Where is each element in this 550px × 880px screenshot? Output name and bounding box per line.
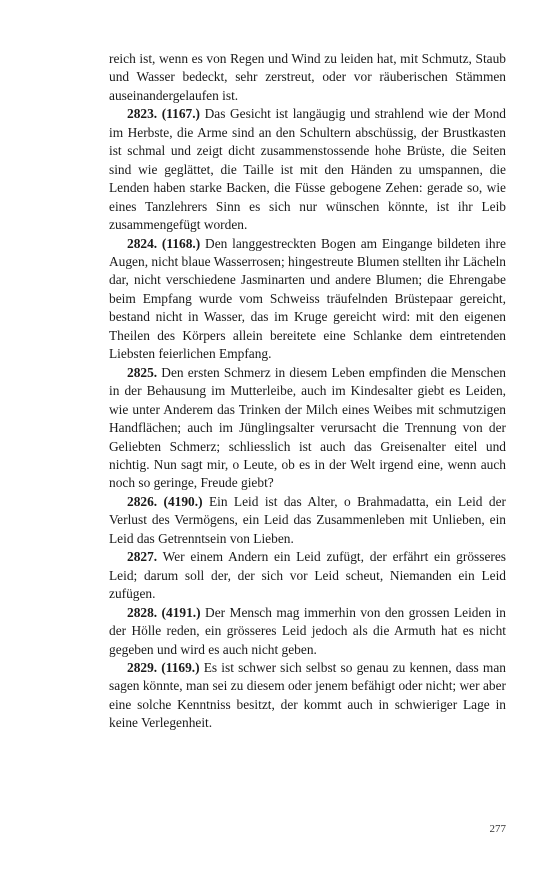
entry-number: 2827. <box>127 549 158 565</box>
entry-text: Ein Leid ist das Alter, o Brahmadatta, ein Leid der Verlust des Vermögens, ein Leid das Zusammenleben mit Unlieben, ein Leid das Getrenntsein von Lieben. <box>109 493 506 546</box>
entry-number: 2828. (4191.) <box>127 604 201 620</box>
entry-text: Der Mensch mag immerhin von den grossen Leiden in der Hölle reden, ein grösseres Leid jedoch als die Armuth hat es nicht gegeben und wird es auch nicht geben. <box>109 604 506 657</box>
entry-2825 <box>109 364 506 493</box>
entry-number: 2829. (1169.) <box>127 659 200 675</box>
entry-2827 <box>109 548 506 603</box>
entry-2824 <box>109 235 506 364</box>
page-number: 277 <box>489 823 506 835</box>
entry-number: 2825. <box>127 364 158 380</box>
entry-number: 2826. (4190.) <box>127 493 203 509</box>
entry-number: 2824. (1168.) <box>127 235 201 251</box>
entry-2829 <box>109 659 506 733</box>
entry-text: Den langgestreckten Bogen am Eingange bildeten ihre Augen, nicht blaue Wasserrosen; hingestreute Blumen stellten ihr Lächeln dar, nicht verschiedene Jasminarten und andere Blumen; die Ehrengabe beim Empfang wurde vom Schweiss träufelnden Brüstepaar gereicht, bestand nicht in Wasser, das im Kruge gereicht wird: mit den eigenen Theilen des Körpers allein bereitete eine Schlanke dem eintretenden Liebsten feierlichen Empfang. <box>109 235 506 362</box>
entry-number: 2823. (1167.) <box>127 106 201 122</box>
entry-text: Den ersten Schmerz in diesem Leben empfinden die Menschen in der Behausung im Mutterleibe, auch im Kindesalter giebt es Leiden, wie unter Anderem das Trinken der Milch eines Weibes mit schmutzigen Handflächen; auch im Jünglingsalter verursacht die Trennung von der Geliebten Schmerz; schliesslich ist auch das Greisenalter eitel und nichtig. Nun sagt mir, o Leute, ob es in der Welt irgend eine, wenn auch noch so geringe, Freude giebt? <box>109 364 506 491</box>
entry-text: Es ist schwer sich selbst so genau zu kennen, dass man sagen könnte, man sei zu diesem oder jenem befähigt oder nicht; wer aber eine solche Kenntniss besitzt, der kommt auch in schwieriger Lage in keine Verlegenheit. <box>109 659 506 731</box>
entry-2828 <box>109 604 506 659</box>
continuation-paragraph: reich ist, wenn es von Regen und Wind zu leiden hat, mit Schmutz, Staub und Wasser bedeckt, sehr zerstreut, oder vor räuberischen Stämmen auseinandergelaufen ist. <box>109 51 506 103</box>
entry-text: Wer einem Andern ein Leid zufügt, der erfährt ein grösseres Leid; darum soll der, der sich vor Leid scheut, Niemanden ein Leid zufügen. <box>109 549 506 602</box>
page-body <box>109 50 506 733</box>
entry-2826 <box>109 493 506 548</box>
entry-2823 <box>109 105 506 234</box>
entry-text: Das Gesicht ist langäugig und strahlend wie der Mond im Herbste, die Arme sind an den Schultern abschüssig, der Brustkasten ist schmal und zeigt dicht zusammenstossende hohe Brüste, die Seiten sind wie geglättet, die Taille ist mit den Händen zu umspannen, die Lenden haben starke Backen, die Füsse gebogene Zehen: gerade so, wie eines Tanzlehrers Sinn es sich nur wünschen könnte, ist ihr Leib zusammengefügt worden. <box>109 106 506 233</box>
